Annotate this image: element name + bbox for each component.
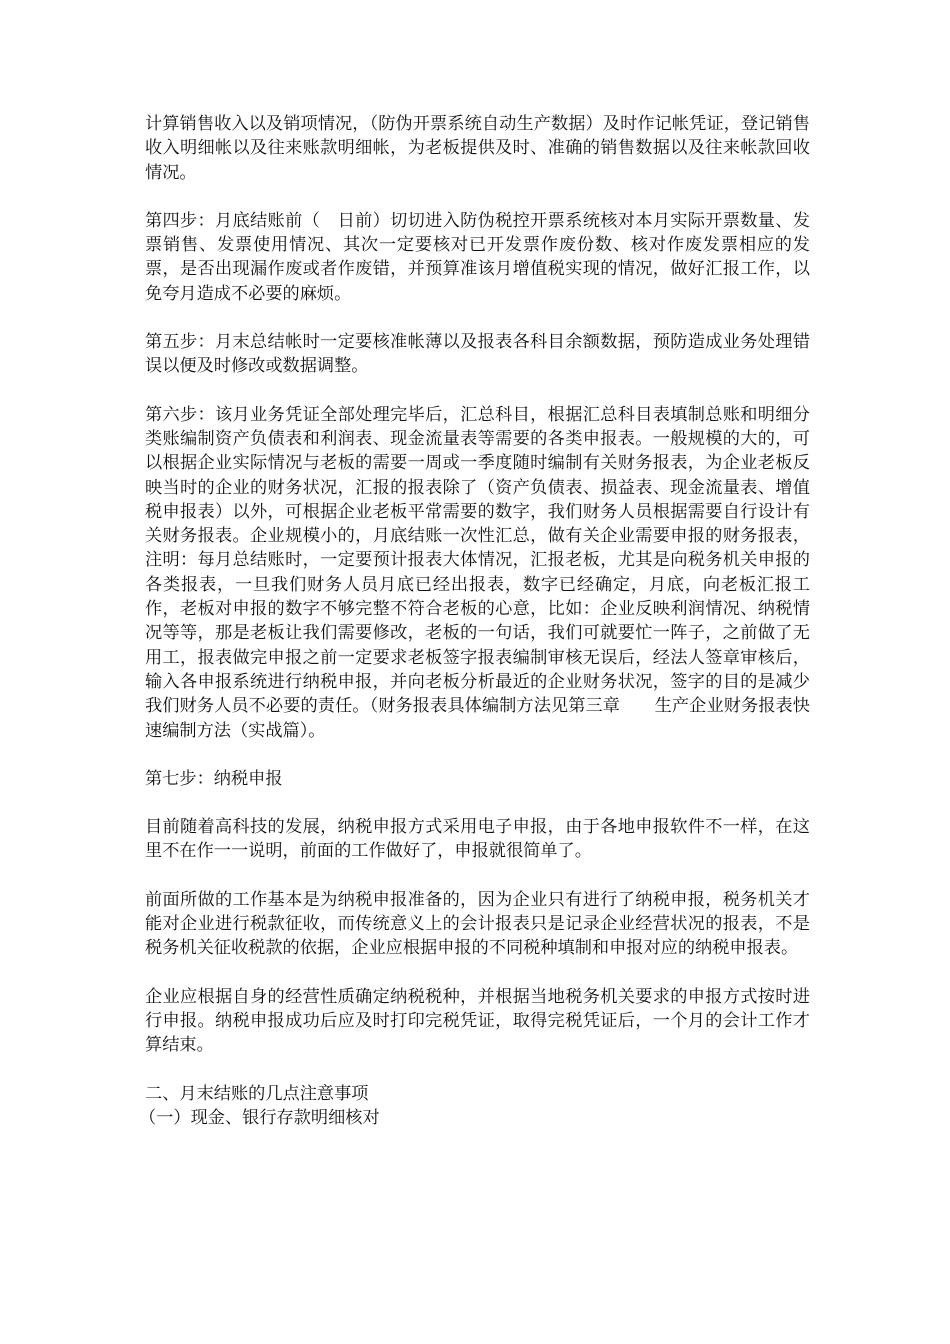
paragraph-step-seven: 第七步：纳税申报 xyxy=(145,768,283,789)
paragraph-tax-type: 企业应根据自身的经营性质确定纳税税种，并根据当地税务机关要求的申报方式按时进行申报。纳税申报成功后应及时打印完税凭证，取得完税凭证后，一个月的会计工作才算结束。 xyxy=(145,986,810,1056)
section-heading: 二、月末结账的几点注意事项 xyxy=(145,1083,369,1104)
paragraph-tax-preparation: 前面所做的工作基本是为纳税申报准备的，因为企业只有进行了纳税申报，税务机关才能对企业进行税款征收，而传统意义上的会计报表只是记录企业经营状况的报表，不是税务机关征收税款的依据，企业应根据申报的不同税种填制和申报对应的纳税申报表。 xyxy=(145,889,810,959)
paragraph-electronic-filing: 目前随着高科技的发展，纳税申报方式采用电子申报，由于各地申报软件不一样，在这里不在作一一说明，前面的工作做好了，申报就很简单了。 xyxy=(145,817,810,862)
document-page xyxy=(139,112,810,1130)
sub-heading: （一）现金、银行存款明细核对 xyxy=(139,1107,380,1128)
paragraph-sales-revenue: 计算销售收入以及销项情况，（防伪开票系统自动生产数据）及时作记帐凭证，登记销售收入明细帐以及往来账款明细帐，为老板提供及时、准确的销售数据以及往来帐款回收情况。 xyxy=(145,114,810,183)
paragraph-step-six: 第六步：该月业务凭证全部处理完毕后，汇总科目，根据汇总科目表填制总账和明细分类账编制资产负债表和利润表、现金流量表等需要的各类申报表。一般规模的大的，可以根据企业实际情况与老板的需要一周或一季度随时编制有关财务报表，为企业老板反映当时的企业的财务状况，汇报的报表除了（资产负债表、损益表、现金流量表、增值税申报表）以外，可根据企业老板平常需要的数字，我们财务人员根据需要自行设计有关财务报表。企业规模小的，月底结账一次性汇总，做有关企业需要申报的财务报表，注明：每月总结账时，一定要预计报表大体情况，汇报老板，尤其是向税务机关申报的各类报表，一旦我们财务人员月底已经出报表，数字已经确定，月底，向老板汇报工作，老板对申报的数字不够完整不符合老板的心意，比如：企业反映利润情况、纳税情况等等，那是老板让我们需要修改，老板的一句话，我们可就要忙一阵子，之前做了无用工，报表做完申报之前一定要求老板签字报表编制审核无误后，经法人签章审核后，输入各申报系统进行纳税申报，并向老板分析最近的企业财务状况，签字的目的是减少我们财务人员不必要的责任。（财务报表具体编制方法见第三章 生产企业财务报表快速编制方法（实战篇）。 xyxy=(145,404,810,741)
paragraph-step-five: 第五步：月末总结帐时一定要核准帐薄以及报表各科目余额数据，预防造成业务处理错误以便及时修改或数据调整。 xyxy=(145,332,810,377)
paragraph-step-four: 第四步：月底结账前（ 日前）切切进入防伪税控开票系统核对本月实际开票数量、发票销售、发票使用情况、其次一定要核对已开发票作废份数、核对作废发票相应的发票，是否出现漏作废或者作废错，并预算准该月增值税实现的情况，做好汇报工作，以免夸月造成不必要的麻烦。 xyxy=(145,210,810,304)
